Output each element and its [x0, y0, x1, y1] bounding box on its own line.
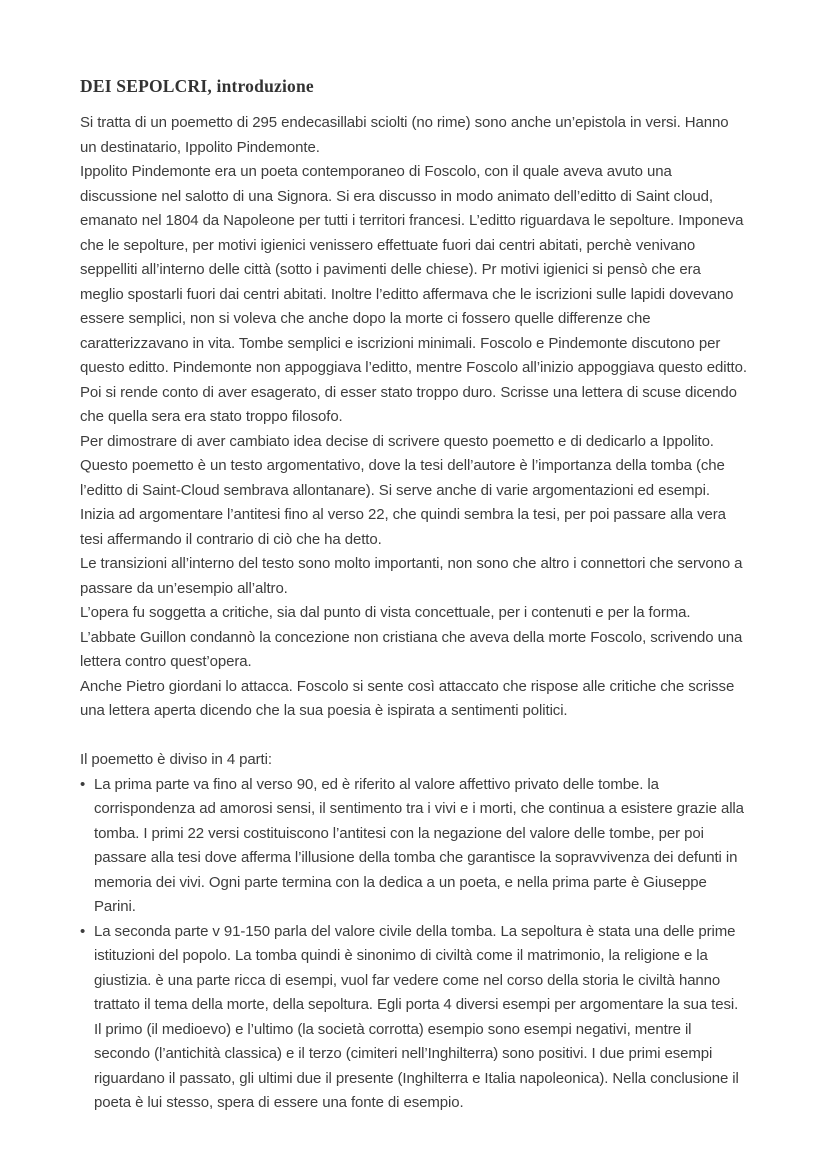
paragraph-4: Per dimostrare di aver cambiato idea decise di scrivere questo poemetto e di dedicarlo a Ippolito. Questo poemetto è un testo argomentativo, dove la tesi dell’autore è l’importanza della tomba (che l’editto di Saint-Cloud sembrava allontanare). Si serve anche di varie argomentazioni ed esempi. Inizia ad argomentare l’antitesi fino al verso 22, che quindi sembra la tesi, per poi passare alla vera tesi affermando il contrario di ciò che ha detto.: [80, 432, 726, 548]
paragraph-2: Ippolito Pindemonte era un poeta contemporaneo di Foscolo, con il quale aveva avuto una discussione nel salotto di una Signora. Si era discusso in modo animato dell’editto di Saint cloud, emanato nel 1804 da Napoleone per tutti i territori francesi. L’editto riguardava le sepolture. Imponeva che le sepolture, per motivi igienici venissero effettuate fuori dai centri abitati, perchè venivano seppelliti all’interno delle città (sotto i pavimenti delle chiese). Pr motivi igienici si pensò che era meglio spostarli fuori dai centri abitati. Inoltre l’editto affermava che le iscrizioni sulle lapidi dovevano essere semplici, non si voleva che anche dopo la morte ci fossero quelle differenze che caratterizzavano in vita. Tombe semplici e iscrizioni minimali. Foscolo e Pindemonte discutono per questo editto. Pindemonte non appoggiava l’editto, mentre Foscolo all’inizio appoggiava questo editto.: [80, 163, 747, 376]
list-item-text: La seconda parte v 91-150 parla del valore civile della tomba. La sepoltura è stata una delle prime istituzioni del popolo. La tomba quindi è sinonimo di civiltà come il matrimonio, la religione e la giustizia. è una parte ricca di esempi, vuol far vedere come nel corso della storia le civiltà hanno trattato il tema della morte, della sepoltura. Egli porta 4 diversi esempi per argomentare la sua tesi. Il primo (il medioevo) e l’ultimo (la società corrotta) esempio sono esempi negativi, mentre il secondo (l’antichità classica) e il terzo (cimiteri nell’Inghilterra) sono positivi. I due primi esempi riguardano il passato, gli ultimi due il presente (Inghilterra e Italia napoleonica). Nella conclusione il poeta è lui stesso, spera di essere una fonte di esempio.: [94, 922, 739, 1111]
list-item-text: La prima parte va fino al verso 90, ed è riferito al valore affettivo privato delle tombe. la corrispondenza ad amorosi sensi, il sentimento tra i vivi e i morti, che continua a esistere grazie alla tomba. I primi 22 versi costituiscono l’antitesi con la negazione del valore delle tombe, per poi passare alla tesi dove afferma l’illusione della tomba che garantisce la sopravvivenza dei defunti in memoria dei vivi. Ogni parte termina con la dedica a un poeta, e nella prima parte è Giuseppe Parini.: [94, 775, 744, 915]
paragraph-3: Poi si rende conto di aver esagerato, di esser stato troppo duro. Scrisse una lettera di scuse dicendo che quella sera era stato troppo filosofo.: [80, 383, 737, 425]
list-item: [80, 773, 748, 920]
document-body: [80, 111, 748, 1116]
bullet-icon: •: [80, 922, 86, 940]
list-item: [80, 920, 748, 1116]
paragraph-5: Le transizioni all’interno del testo sono molto importanti, non sono che altro i connettori che servono a passare da un’esempio all’altro.: [80, 555, 743, 597]
paragraph-6: L’opera fu soggetta a critiche, sia dal punto di vista concettuale, per i contenuti e per la forma. L’abbate Guillon condannò la concezione non cristiana che aveva della morte Foscolo, scrivendo una lettera contro quest’opera.: [80, 604, 743, 670]
paragraph-7: Anche Pietro giordani lo attacca. Foscolo si sente così attaccato che rispose alle critiche che scrisse una lettera aperta dicendo che la sua poesia è ispirata a sentimenti politici.: [80, 677, 735, 719]
parts-list: [80, 773, 748, 1116]
paragraph-1: Si tratta di un poemetto di 295 endecasillabi sciolti (no rime) sono anche un’epistola in versi. Hanno un destinatario, Ippolito Pindemonte.: [80, 114, 729, 156]
bullet-icon: •: [80, 775, 86, 793]
page-title: DEI SEPOLCRI, introduzione: [80, 76, 314, 96]
list-intro: Il poemetto è diviso in 4 parti:: [80, 751, 272, 768]
